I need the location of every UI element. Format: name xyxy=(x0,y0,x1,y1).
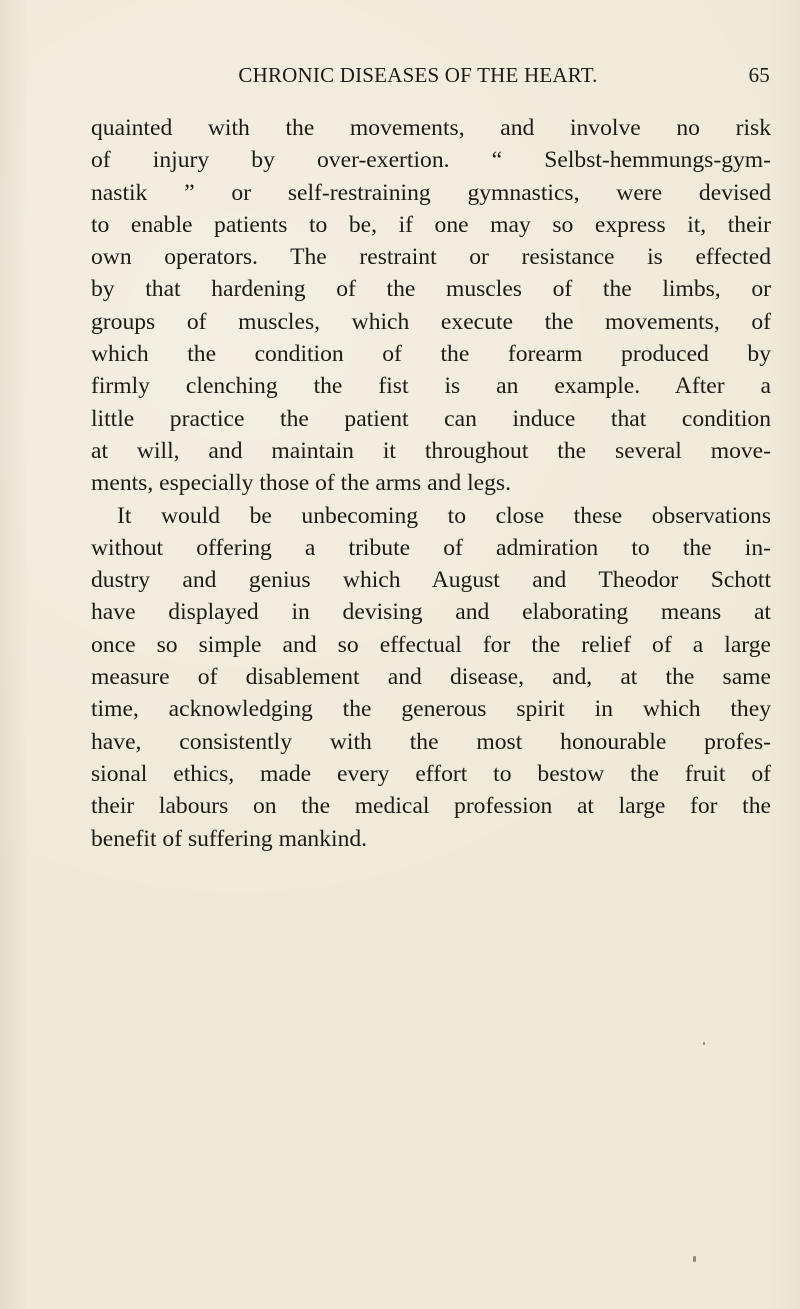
paragraph-1 xyxy=(91,112,771,500)
paragraph-2 xyxy=(91,500,771,855)
text-line: of injury by over-exertion. “ Selbst-hemmungs-gym- xyxy=(91,147,771,174)
text-line: quainted with the movements, and involve no risk xyxy=(91,115,771,141)
text-line: own operators. The restraint or resistance is effected xyxy=(91,244,771,271)
text-line: little practice the patient can induce that condition xyxy=(91,405,771,432)
page-number: 65 xyxy=(748,63,770,87)
running-title: CHRONIC DISEASES OF THE HEART. xyxy=(238,63,598,87)
text-line: have displayed in devising and elaborating means at xyxy=(91,599,771,626)
text-line: once so simple and so effectual for the relief of a large xyxy=(91,631,771,658)
text-line: sional ethics, made every effort to bestow the fruit of xyxy=(91,760,771,787)
text-line: without offering a tribute of admiration to the in- xyxy=(91,534,771,561)
text-line: It would be unbecoming to close these observations xyxy=(117,502,771,529)
text-line: ments, especially those of the arms and legs. xyxy=(91,470,511,497)
text-line: firmly clenching the fist is an example. After a xyxy=(91,373,771,400)
text-line: measure of disablement and disease, and, at the same xyxy=(91,664,771,691)
text-line: have, consistently with the most honourable profes- xyxy=(91,728,771,755)
text-line: at will, and maintain it throughout the several move- xyxy=(91,437,771,464)
text-line: groups of muscles, which execute the movements, of xyxy=(91,308,771,335)
running-head xyxy=(90,60,770,90)
text-line: which the condition of the forearm produced by xyxy=(91,341,771,368)
paper-speck xyxy=(703,1042,705,1045)
text-line: time, acknowledging the generous spirit in which they xyxy=(91,696,771,723)
text-line: nastik ” or self-restraining gymnastics, were devised xyxy=(91,179,771,206)
text-line: dustry and genius which August and Theodor Schott xyxy=(91,567,771,594)
text-line: their labours on the medical profession at large for the xyxy=(91,793,771,820)
text-line: benefit of suffering mankind. xyxy=(91,825,368,852)
paper-speck xyxy=(693,1256,696,1262)
text-line: to enable patients to be, if one may so express it, their xyxy=(91,211,771,238)
text-line: by that hardening of the muscles of the limbs, or xyxy=(91,276,771,303)
body-text xyxy=(91,112,771,855)
